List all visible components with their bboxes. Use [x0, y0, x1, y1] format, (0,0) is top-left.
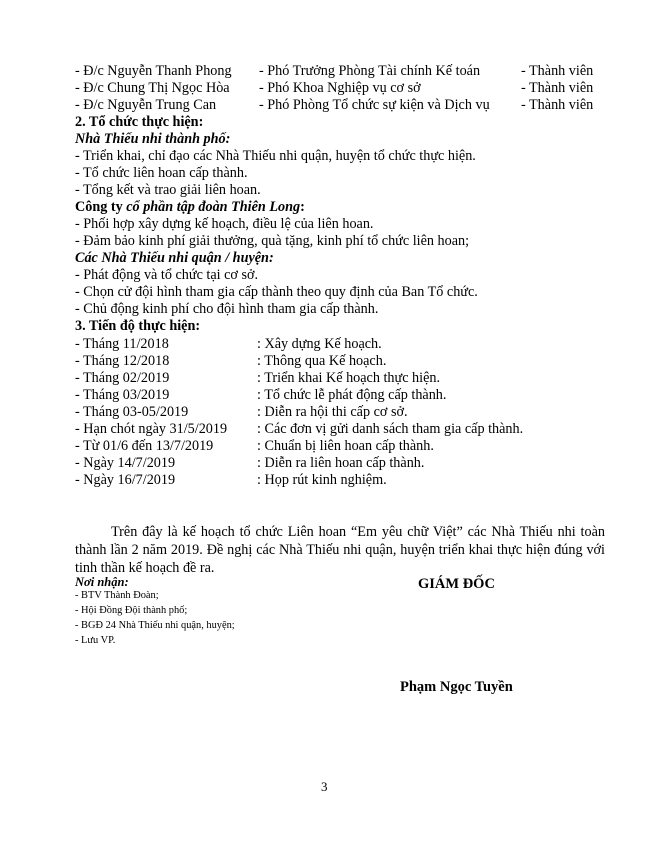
recipient-item: - Lưu VP.: [75, 635, 116, 646]
list-item: - Phát động và tổ chức tại cơ sở.: [75, 267, 259, 283]
schedule-time: - Tháng 11/2018: [75, 336, 169, 352]
recipients-title: Nơi nhận:: [75, 575, 129, 589]
schedule-time: - Tháng 02/2019: [75, 370, 170, 386]
schedule-task: : Diễn ra liên hoan cấp thành.: [257, 455, 425, 471]
member-name: - Đ/c Nguyễn Thanh Phong: [75, 63, 232, 79]
schedule-time: - Tháng 03-05/2019: [75, 404, 189, 420]
schedule-task: : Triển khai Kế hoạch thực hiện.: [257, 370, 441, 386]
member-role: - Thành viên: [521, 63, 594, 79]
schedule-task: : Diễn ra hội thi cấp cơ sở.: [257, 404, 408, 420]
recipient-item: - Hội Đồng Đội thành phố;: [75, 605, 188, 616]
schedule-task: : Tổ chức lễ phát động cấp thành.: [257, 387, 447, 403]
schedule-task: : Họp rút kinh nghiệm.: [257, 472, 387, 488]
recipient-item: - BTV Thành Đoàn;: [75, 590, 159, 601]
schedule-time: - Tháng 03/2019: [75, 387, 170, 403]
schedule-time: - Từ 01/6 đến 13/7/2019: [75, 438, 214, 454]
list-item: - Phối hợp xây dựng kế hoạch, điều lệ của liên hoan.: [75, 216, 374, 232]
list-item: - Chủ động kinh phí cho đội hình tham gia cấp thành.: [75, 301, 379, 317]
member-position: - Phó Khoa Nghiệp vụ cơ sở: [259, 80, 421, 96]
schedule-time: - Ngày 16/7/2019: [75, 472, 176, 488]
member-position: - Phó Phòng Tổ chức sự kiện và Dịch vụ: [259, 97, 490, 113]
schedule-task: : Các đơn vị gửi danh sách tham gia cấp thành.: [257, 421, 524, 437]
page-number: 3: [321, 779, 328, 794]
member-position: - Phó Trưởng Phòng Tài chính Kế toán: [259, 63, 481, 79]
member-name: - Đ/c Chung Thị Ngọc Hòa: [75, 80, 230, 96]
org-district-title: Các Nhà Thiếu nhi quận / huyện:: [75, 250, 274, 266]
schedule-time: - Ngày 14/7/2019: [75, 455, 176, 471]
member-role: - Thành viên: [521, 80, 594, 96]
org-company-title: [75, 199, 305, 216]
list-item: - Đảm bảo kinh phí giải thưởng, quà tặng, kinh phí tổ chức liên hoan;: [75, 233, 470, 249]
signer-name: Phạm Ngọc Tuyền: [400, 679, 513, 695]
recipient-item: - BGĐ 24 Nhà Thiếu nhi quận, huyện;: [75, 620, 235, 631]
org-company-suffix: :: [300, 199, 305, 215]
list-item: - Tổ chức liên hoan cấp thành.: [75, 165, 248, 181]
signature-title: GIÁM ĐỐC: [418, 576, 495, 592]
member-role: - Thành viên: [521, 97, 594, 113]
org-city-title: Nhà Thiếu nhi thành phố:: [75, 131, 231, 147]
section-3-heading: 3. Tiến độ thực hiện:: [75, 318, 201, 334]
member-name: - Đ/c Nguyễn Trung Can: [75, 97, 217, 113]
org-company-name: cổ phần tập đoàn Thiên Long: [126, 199, 301, 215]
schedule-task: : Xây dựng Kế hoạch.: [257, 336, 382, 352]
org-company-prefix: Công ty: [75, 199, 127, 215]
list-item: - Tổng kết và trao giải liên hoan.: [75, 182, 261, 198]
schedule-time: - Hạn chót ngày 31/5/2019: [75, 421, 228, 437]
section-2-heading: 2. Tổ chức thực hiện:: [75, 114, 204, 130]
schedule-time: - Tháng 12/2018: [75, 353, 170, 369]
schedule-task: : Thông qua Kế hoạch.: [257, 353, 387, 369]
closing-paragraph: Trên đây là kế hoạch tổ chức Liên hoan “Em yêu chữ Việt” các Nhà Thiếu nhi toàn thành lần 2 năm 2019. Đề nghị các Nhà Thiếu nhi quận, huyện triển khai thực hiện đúng với tinh thần kế hoạch đề ra.: [75, 524, 605, 576]
list-item: - Triển khai, chỉ đạo các Nhà Thiếu nhi quận, huyện tổ chức thực hiện.: [75, 148, 476, 164]
schedule-task: : Chuẩn bị liên hoan cấp thành.: [257, 438, 434, 454]
list-item: - Chọn cử đội hình tham gia cấp thành theo quy định của Ban Tổ chức.: [75, 284, 478, 300]
